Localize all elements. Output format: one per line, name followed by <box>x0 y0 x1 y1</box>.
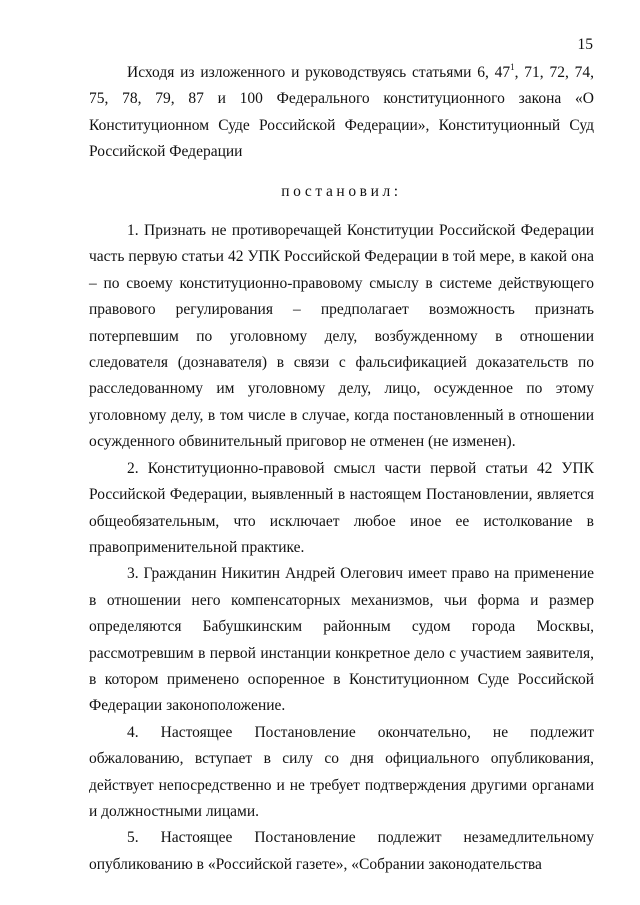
intro-paragraph <box>89 60 594 166</box>
paragraph-1: 1. Признать не противоречащей Конституции Российской Федерации часть первую статьи 42 УПК Российской Федерации в той мере, в какой она – по своему конституционно-правовому смыслу в системе действующего правового регулирования – предполагает возможность признать потерпевшим по уголовному делу, возбужденному в отношении следователя (дознавателя) в связи с фальсификацией доказательств по расследованному им уголовному делу, лицо, осужденное по этому уголовному делу, в том числе в случае, когда постановленный в отношении осужденного обвинительный приговор не отменен (не изменен). <box>89 222 594 451</box>
resolution-heading: постановил: <box>281 182 402 200</box>
paragraph-3: 3. Гражданин Никитин Андрей Олегович имеет право на применение в отношении него компенсаторных механизмов, чьи форма и размер определяются Бабушкинским районным судом города Москвы, рассмотревшим в первой инстанции конкретное дело с участием заявителя, в котором применено оспоренное в Конституционном Суде Российской Федерации законоположение. <box>89 565 594 715</box>
page-number: 15 <box>577 36 593 53</box>
paragraph-5: 5. Настоящее Постановление подлежит незамедлительному опубликованию в «Российской газете», «Собрании законодательства <box>89 829 594 873</box>
document-body <box>89 60 594 878</box>
article-superscript: 1 <box>510 61 515 72</box>
intro-text-end: , 71, 72, 74, 75, 78, 79, 87 и 100 Федерального конституционного закона «О Конституционном Суде Российской Федерации», Конституционный Суд Российской Федерации <box>89 64 595 161</box>
paragraph-4: 4. Настоящее Постановление окончательно, не подлежит обжалованию, вступает в силу со дня официального опубликования, действует непосредственно и не требует подтверждения другими органами и должностными лицами. <box>89 723 594 820</box>
intro-text-start: Исходя из изложенного и руководствуясь статьями 6, 47 <box>127 64 511 81</box>
paragraph-2: 2. Конституционно-правовой смысл части первой статьи 42 УПК Российской Федерации, выявленный в настоящем Постановлении, является общеобязательным, что исключает любое иное ее истолкование в правоприменительной практике. <box>89 459 594 556</box>
